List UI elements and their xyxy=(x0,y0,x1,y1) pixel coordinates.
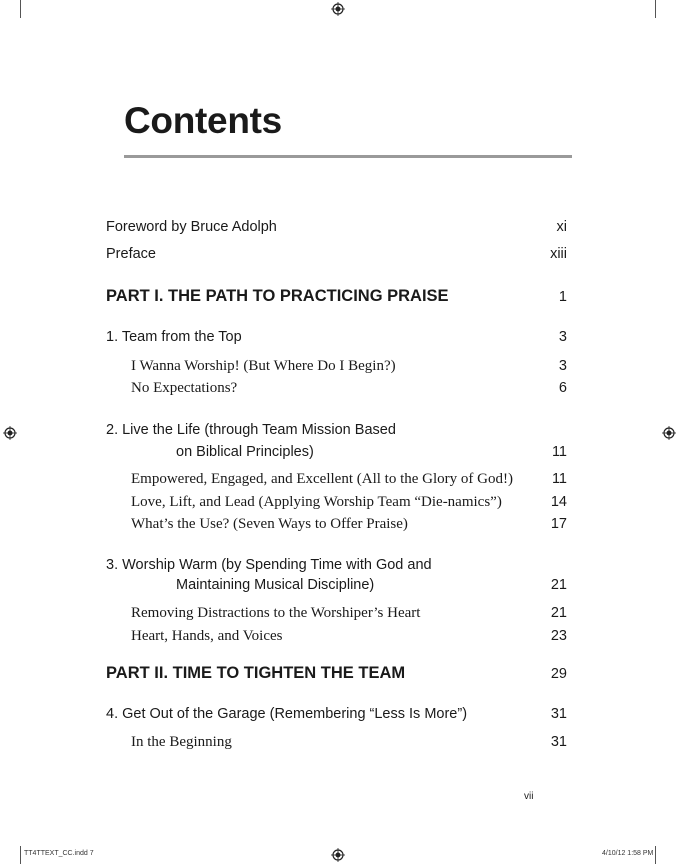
toc-entry-page: 11 xyxy=(551,471,567,487)
toc-chapter-title: 1. Team from the Top xyxy=(106,329,242,345)
toc-entry-title: Foreword by Bruce Adolph xyxy=(106,219,277,235)
toc-section-title: Heart, Hands, and Voices xyxy=(131,628,283,644)
toc-section-title: Removing Distractions to the Worshiper’s Heart xyxy=(131,605,421,621)
toc-entry-page: 31 xyxy=(550,706,567,722)
page-title: Contents xyxy=(124,100,282,141)
toc-entry-page: 3 xyxy=(558,329,567,345)
toc-entry-page: 17 xyxy=(550,516,567,532)
toc-chapter-title: 2. Live the Life (through Team Mission Based xyxy=(106,422,396,438)
toc-chapter-title: 3. Worship Warm (by Spending Time with God and xyxy=(106,557,432,573)
toc-entry-page: 29 xyxy=(550,666,567,682)
toc-entry-page: 1 xyxy=(558,289,567,305)
toc-chapter-title-cont: Maintaining Musical Discipline) xyxy=(176,577,375,593)
toc-section-title: In the Beginning xyxy=(131,734,232,750)
toc-entry-page: 23 xyxy=(550,628,567,644)
toc-entry-page: 3 xyxy=(558,358,567,374)
toc-chapter-title: 4. Get Out of the Garage (Remembering “Less Is More”) xyxy=(106,706,468,722)
toc-entry-page: xiii xyxy=(550,246,567,262)
toc-section-title: What’s the Use? (Seven Ways to Offer Praise) xyxy=(131,516,408,532)
toc-part-title: PART I. THE PATH TO PRACTICING PRAISE xyxy=(106,287,449,305)
toc-entry-page: 31 xyxy=(550,734,567,750)
toc-entry-page: 11 xyxy=(551,444,567,460)
toc-entry-page: 21 xyxy=(550,605,567,621)
toc-section-title: No Expectations? xyxy=(131,380,238,396)
slug-timestamp: 4/10/12 1:58 PM xyxy=(602,850,654,857)
toc-entry-page: 14 xyxy=(550,494,567,510)
toc-chapter-title-cont: on Biblical Principles) xyxy=(176,444,314,460)
toc-entry-page: 21 xyxy=(550,577,567,593)
page-number: vii xyxy=(524,791,534,802)
toc-entry-title: Preface xyxy=(106,246,156,262)
toc-section-title: Empowered, Engaged, and Excellent (All to the Glory of God!) xyxy=(131,471,513,487)
toc-section-title: I Wanna Worship! (But Where Do I Begin?) xyxy=(131,358,396,374)
toc-section-title: Love, Lift, and Lead (Applying Worship Team “Die-namics”) xyxy=(131,494,502,510)
toc-part-title: PART II. TIME TO TIGHTEN THE TEAM xyxy=(106,664,406,682)
slug-filename: TT4TTEXT_CC.indd 7 xyxy=(24,850,94,857)
toc-entry-page: xi xyxy=(556,219,567,235)
toc-entry-page: 6 xyxy=(558,380,567,396)
